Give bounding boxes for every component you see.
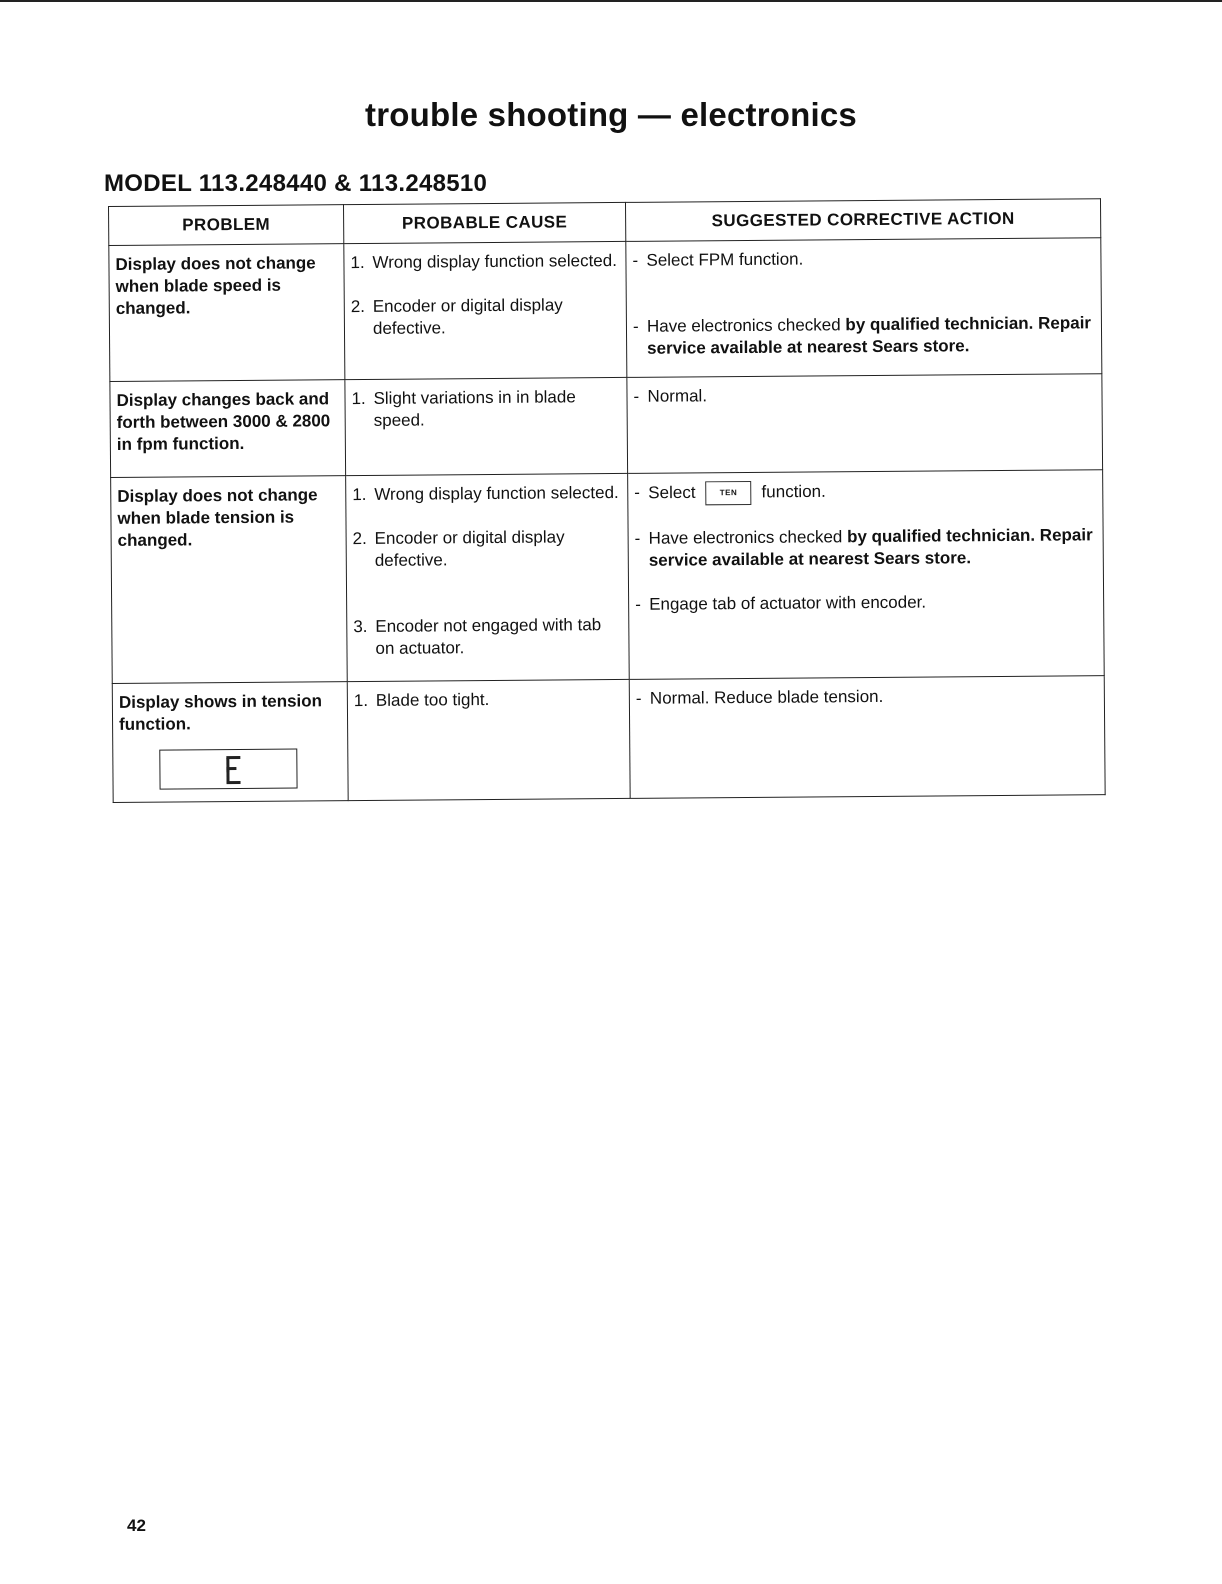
table-row — [110, 374, 1103, 478]
cause-cell — [344, 241, 627, 379]
problem-cell: Display does not change when blade tension is changed. — [111, 476, 348, 684]
cause-cell — [346, 473, 630, 681]
cause-item: 1. Slight variations in in blade speed. — [351, 387, 576, 430]
action-item: - Select TEN function. — [634, 478, 1096, 506]
page-title: trouble shooting — electronics — [365, 96, 857, 133]
cause-item: 1. Blade too tight. — [353, 690, 490, 711]
cause-cell — [347, 679, 630, 800]
troubleshooting-table — [108, 198, 1106, 803]
problem-text: Display shows in tension function. — [118, 691, 323, 734]
lcd-e-display-icon — [159, 749, 297, 790]
table-row — [109, 238, 1102, 382]
header-problem: PROBLEM — [109, 205, 344, 246]
action-cell — [628, 470, 1105, 680]
cause-item: 1. Wrong display function selected. — [352, 482, 619, 505]
problem-cell: Display does not change when blade speed is changed. — [109, 244, 345, 382]
action-item: - Engage tab of actuator with encoder. — [635, 592, 927, 614]
header-cause: PROBABLE CAUSE — [343, 202, 625, 243]
page-number: 42 — [127, 1516, 146, 1535]
action-item: - Have electronics checked by qualified technician. Repair service available at nearest Sears store. — [634, 525, 1093, 570]
table-row — [112, 676, 1105, 803]
cause-item: 2. Encoder or digital display defective. — [350, 295, 563, 338]
action-item: - Select FPM function. — [632, 249, 804, 270]
ten-key-icon: TEN — [705, 481, 751, 505]
action-item: - Have electronics checked by qualified technician. Repair service available at nearest Sears store. — [632, 313, 1092, 358]
cause-cell — [345, 377, 628, 475]
cause-item: 3. Encoder not engaged with tab on actuator. — [353, 615, 602, 658]
action-cell — [627, 374, 1103, 474]
cause-item: 2. Encoder or digital display defective. — [352, 527, 565, 570]
header-action: SUGGESTED CORRECTIVE ACTION — [625, 199, 1100, 242]
model-heading: MODEL 113.248440 & 113.248510 — [104, 170, 488, 197]
action-item: - Normal. — [633, 386, 708, 406]
action-cell — [629, 676, 1105, 799]
action-item: - Normal. Reduce blade tension. — [635, 686, 884, 708]
top-rule — [0, 0, 1222, 2]
problem-cell — [112, 682, 348, 803]
problem-cell: Display changes back and forth between 3000 & 2800 in fpm function. — [110, 380, 346, 478]
table-row — [111, 470, 1105, 684]
cause-item: 1. Wrong display function selected. — [350, 251, 617, 273]
action-cell — [626, 238, 1102, 378]
